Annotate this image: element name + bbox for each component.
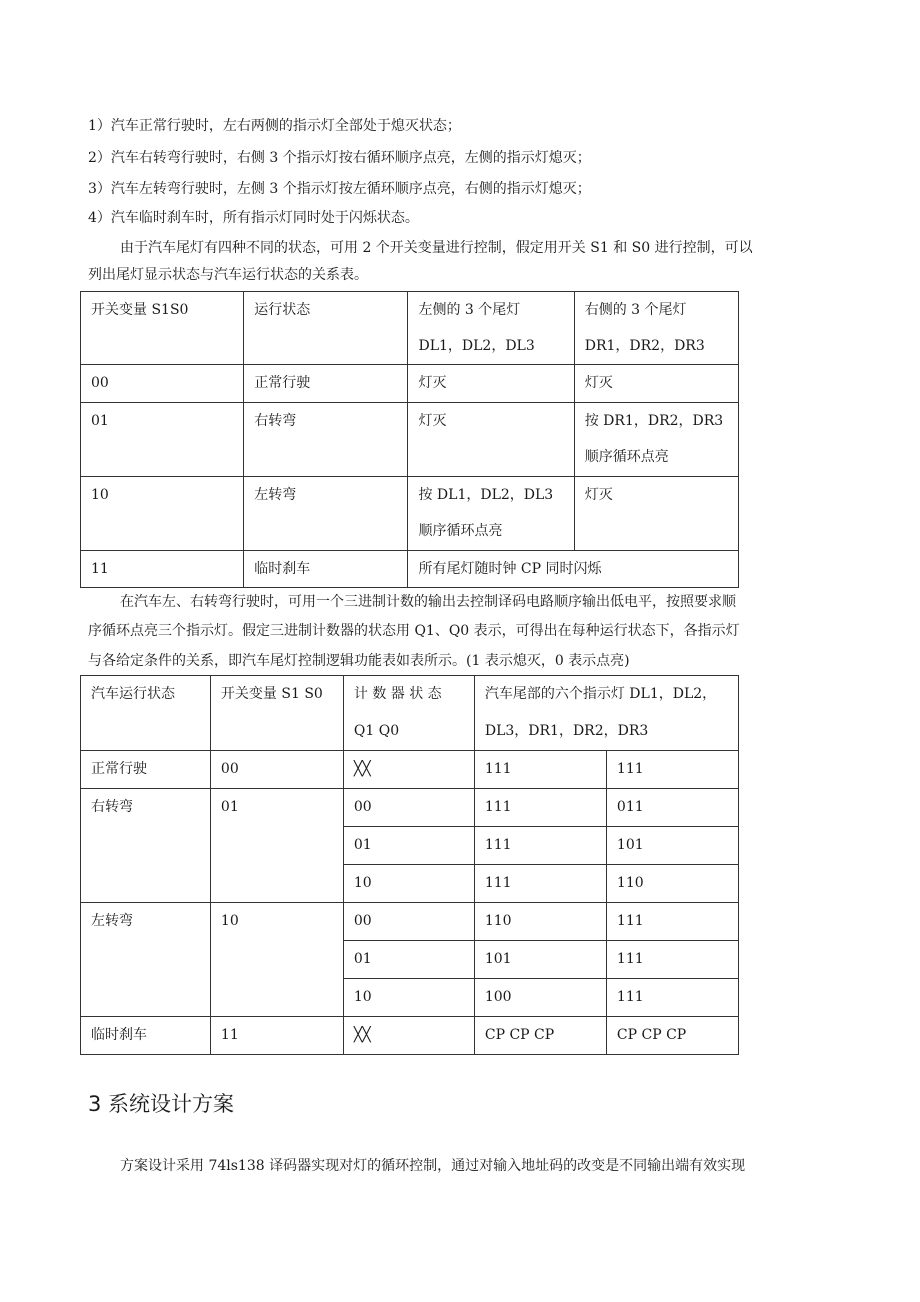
table-cell: 10	[210, 903, 343, 1017]
header-switch-variable: 开关变量 S1 S0	[210, 676, 343, 751]
table-cell: 10	[81, 477, 244, 551]
table-cell: 011	[606, 789, 738, 827]
table-row	[81, 1017, 739, 1055]
table-cell: 111	[606, 903, 738, 941]
table-cell: 100	[474, 979, 606, 1017]
table-cell: 临时刹车	[244, 551, 408, 588]
table-cell: 右转弯	[244, 403, 408, 477]
table-row	[81, 551, 739, 588]
table-cell: 正常行驶	[244, 365, 408, 403]
table-cell: 00	[343, 903, 474, 941]
tail-light-logic-table	[80, 675, 739, 1055]
table-cell: 01	[343, 827, 474, 865]
table-cell: 00	[210, 751, 343, 789]
table-row	[81, 903, 739, 941]
table-cell: 111	[606, 751, 738, 789]
table-cell: 灯灭	[408, 365, 574, 403]
table-row	[81, 477, 739, 551]
header-switch-variable: 开关变量 S1S0	[81, 292, 244, 365]
table-cell: 101	[474, 941, 606, 979]
table-cell: 01	[343, 941, 474, 979]
table-header-row	[81, 292, 739, 365]
intro-item-4: 4）汽车临时刹车时，所有指示灯同时处于闪烁状态。	[88, 210, 419, 226]
table-cell: 01	[81, 403, 244, 477]
table-cell: 所有尾灯随时钟 CP 同时闪烁	[408, 551, 739, 588]
table-cell: ╳╳	[343, 751, 474, 789]
header-counter-state: 计 数 器 状 态 Q1 Q0	[343, 676, 474, 751]
table-cell: 灯灭	[408, 403, 574, 477]
table-cell: 临时刹车	[81, 1017, 211, 1055]
table-cell: 111	[474, 865, 606, 903]
table-cell: 右转弯	[81, 789, 211, 903]
table-cell: 正常行驶	[81, 751, 211, 789]
header-right-lights: 右侧的 3 个尾灯 DR1，DR2，DR3	[574, 292, 738, 365]
paragraph-1-line-2: 列出尾灯显示状态与汽车运行状态的关系表。	[88, 267, 368, 283]
table-cell: 111	[474, 827, 606, 865]
table-cell: CP CP CP	[606, 1017, 738, 1055]
table-cell: 11	[210, 1017, 343, 1055]
table-cell: 灯灭	[574, 477, 738, 551]
table-cell: ╳╳	[343, 1017, 474, 1055]
table-cell: 按 DR1，DR2，DR3 顺序循环点亮	[574, 403, 738, 477]
header-run-state: 汽车运行状态	[81, 676, 211, 751]
table-cell: 00	[343, 789, 474, 827]
paragraph-2-line-2: 序循环点亮三个指示灯。假定三进制计数器的状态用 Q1、Q0 表示，可得出在每种运行状态下，各指示灯	[88, 623, 740, 639]
table-cell: 11	[81, 551, 244, 588]
table-cell: 左转弯	[81, 903, 211, 1017]
paragraph-2-line-3: 与各给定条件的关系，即汽车尾灯控制逻辑功能表如表所示。(1 表示熄灭，0 表示点亮)	[88, 653, 630, 669]
table-row	[81, 403, 739, 477]
table-cell: 01	[210, 789, 343, 903]
table-cell: 110	[474, 903, 606, 941]
table-cell: CP CP CP	[474, 1017, 606, 1055]
intro-item-1: 1）汽车正常行驶时，左右两侧的指示灯全部处于熄灭状态；	[88, 118, 461, 134]
table-row	[81, 751, 739, 789]
table-cell: 111	[606, 941, 738, 979]
table-cell: 111	[606, 979, 738, 1017]
intro-item-3: 3）汽车左转弯行驶时，左侧 3 个指示灯按左循环顺序点亮，右侧的指示灯熄灭；	[88, 181, 591, 197]
header-run-state: 运行状态	[244, 292, 408, 365]
paragraph-1-line-1: 由于汽车尾灯有四种不同的状态，可用 2 个开关变量进行控制，假定用开关 S1 和 S0 进行控制，可以	[120, 240, 753, 256]
table-cell: 111	[474, 789, 606, 827]
intro-item-2: 2）汽车右转弯行驶时，右侧 3 个指示灯按右循环顺序点亮，左侧的指示灯熄灭；	[88, 150, 591, 166]
header-six-lights: 汽车尾部的六个指示灯 DL1，DL2，DL3，DR1，DR2，DR3	[474, 676, 738, 751]
paragraph-2-line-1: 在汽车左、右转弯行驶时，可用一个三进制计数的输出去控制译码电路顺序输出低电平，按照要求顺	[120, 594, 736, 610]
table-cell: 110	[606, 865, 738, 903]
table-row	[81, 789, 739, 827]
table-cell: 10	[343, 865, 474, 903]
paragraph-3: 方案设计采用 74ls138 译码器实现对灯的循环控制，通过对输入地址码的改变是不同输出端有效实现	[120, 1158, 746, 1174]
table-cell: 111	[474, 751, 606, 789]
table-header-row	[81, 676, 739, 751]
table-cell: 101	[606, 827, 738, 865]
table-cell: 10	[343, 979, 474, 1017]
table-cell: 左转弯	[244, 477, 408, 551]
table-cell: 00	[81, 365, 244, 403]
table-cell: 灯灭	[574, 365, 738, 403]
section-heading: 3 系统设计方案	[88, 1092, 235, 1116]
table-cell: 按 DL1，DL2，DL3 顺序循环点亮	[408, 477, 574, 551]
table-row	[81, 365, 739, 403]
header-left-lights: 左侧的 3 个尾灯 DL1，DL2，DL3	[408, 292, 574, 365]
tail-light-state-table	[80, 291, 739, 588]
